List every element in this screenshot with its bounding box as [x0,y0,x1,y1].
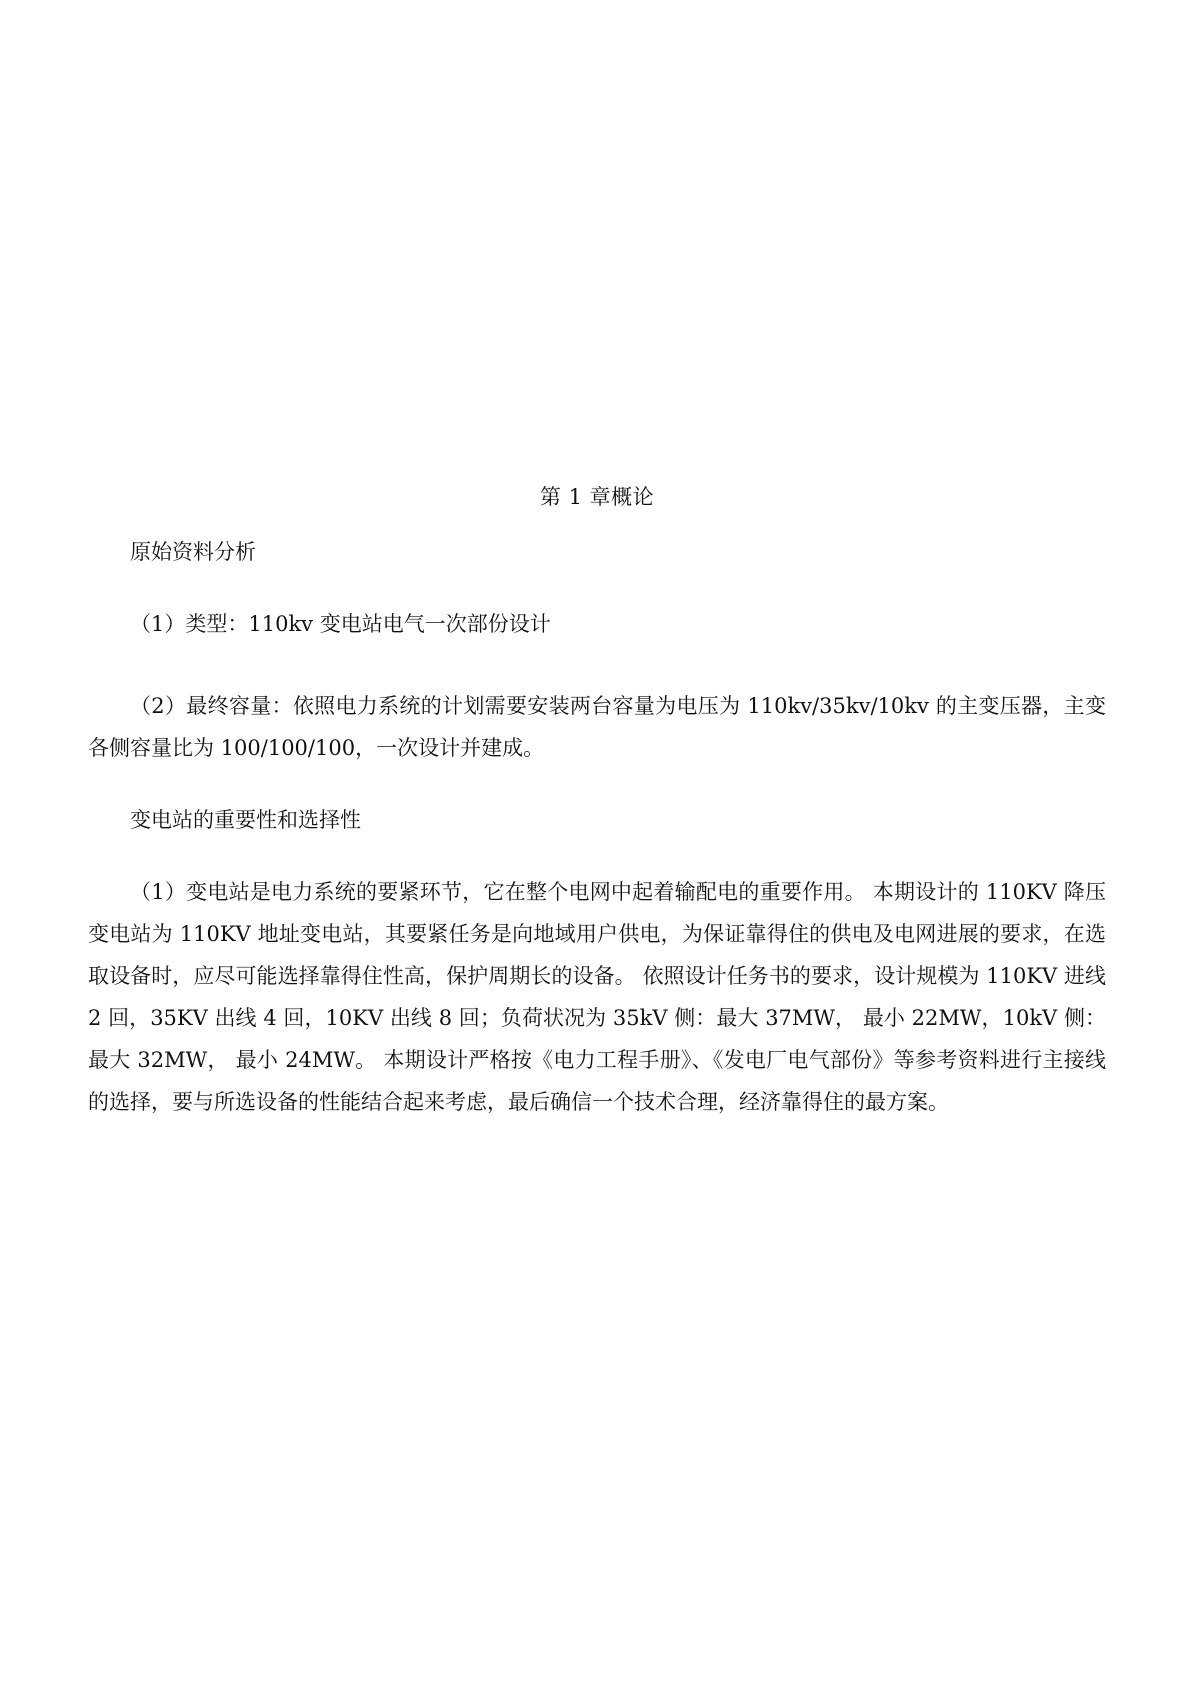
section-heading-substation-importance: 变电站的重要性和选择性 [130,808,361,832]
section-heading-raw-data-analysis: 原始资料分析 [130,540,256,564]
paragraph-final-capacity: （2）最终容量：依照电力系统的计划需要安装两台容量为电压为 110kv/35kv/10kv 的主变压器，主变各侧容量比为 100/100/100，一次设计并建成。 [88,694,1106,760]
paragraph-substation-role: （1）变电站是电力系统的要紧环节，它在整个电网中起着输配电的重要作用。 本期设计的 110KV 降压变电站为 110KV 地址变电站，其要紧任务是向地域用户供电，为保证靠得住的供电及电网进展的要求，在选取设备时，应尽可能选择靠得住性高，保护周期长的设备。 依照设计任务书的要求，设计规模为 110KV 进线 2 回，35KV 出线 4 回，10KV 出线 8 回；负荷状况为 35kV 侧：最大 37MW， 最小 22MW，10kV 侧：最大 32MW， 最小 24MW。 本期设计严格按《电力工程手册》、《发电厂电气部份》等参考资料进行主接线的选择，要与所选设备的性能结合起来考虑，最后确信一个技术合理，经济靠得住的最方案。 [88,880,1106,1114]
document-body [88,480,1106,1157]
paragraph-type: （1）类型：110kv 变电站电气一次部份设计 [130,612,551,636]
chapter-title: 第 1 章概论 [539,485,655,509]
